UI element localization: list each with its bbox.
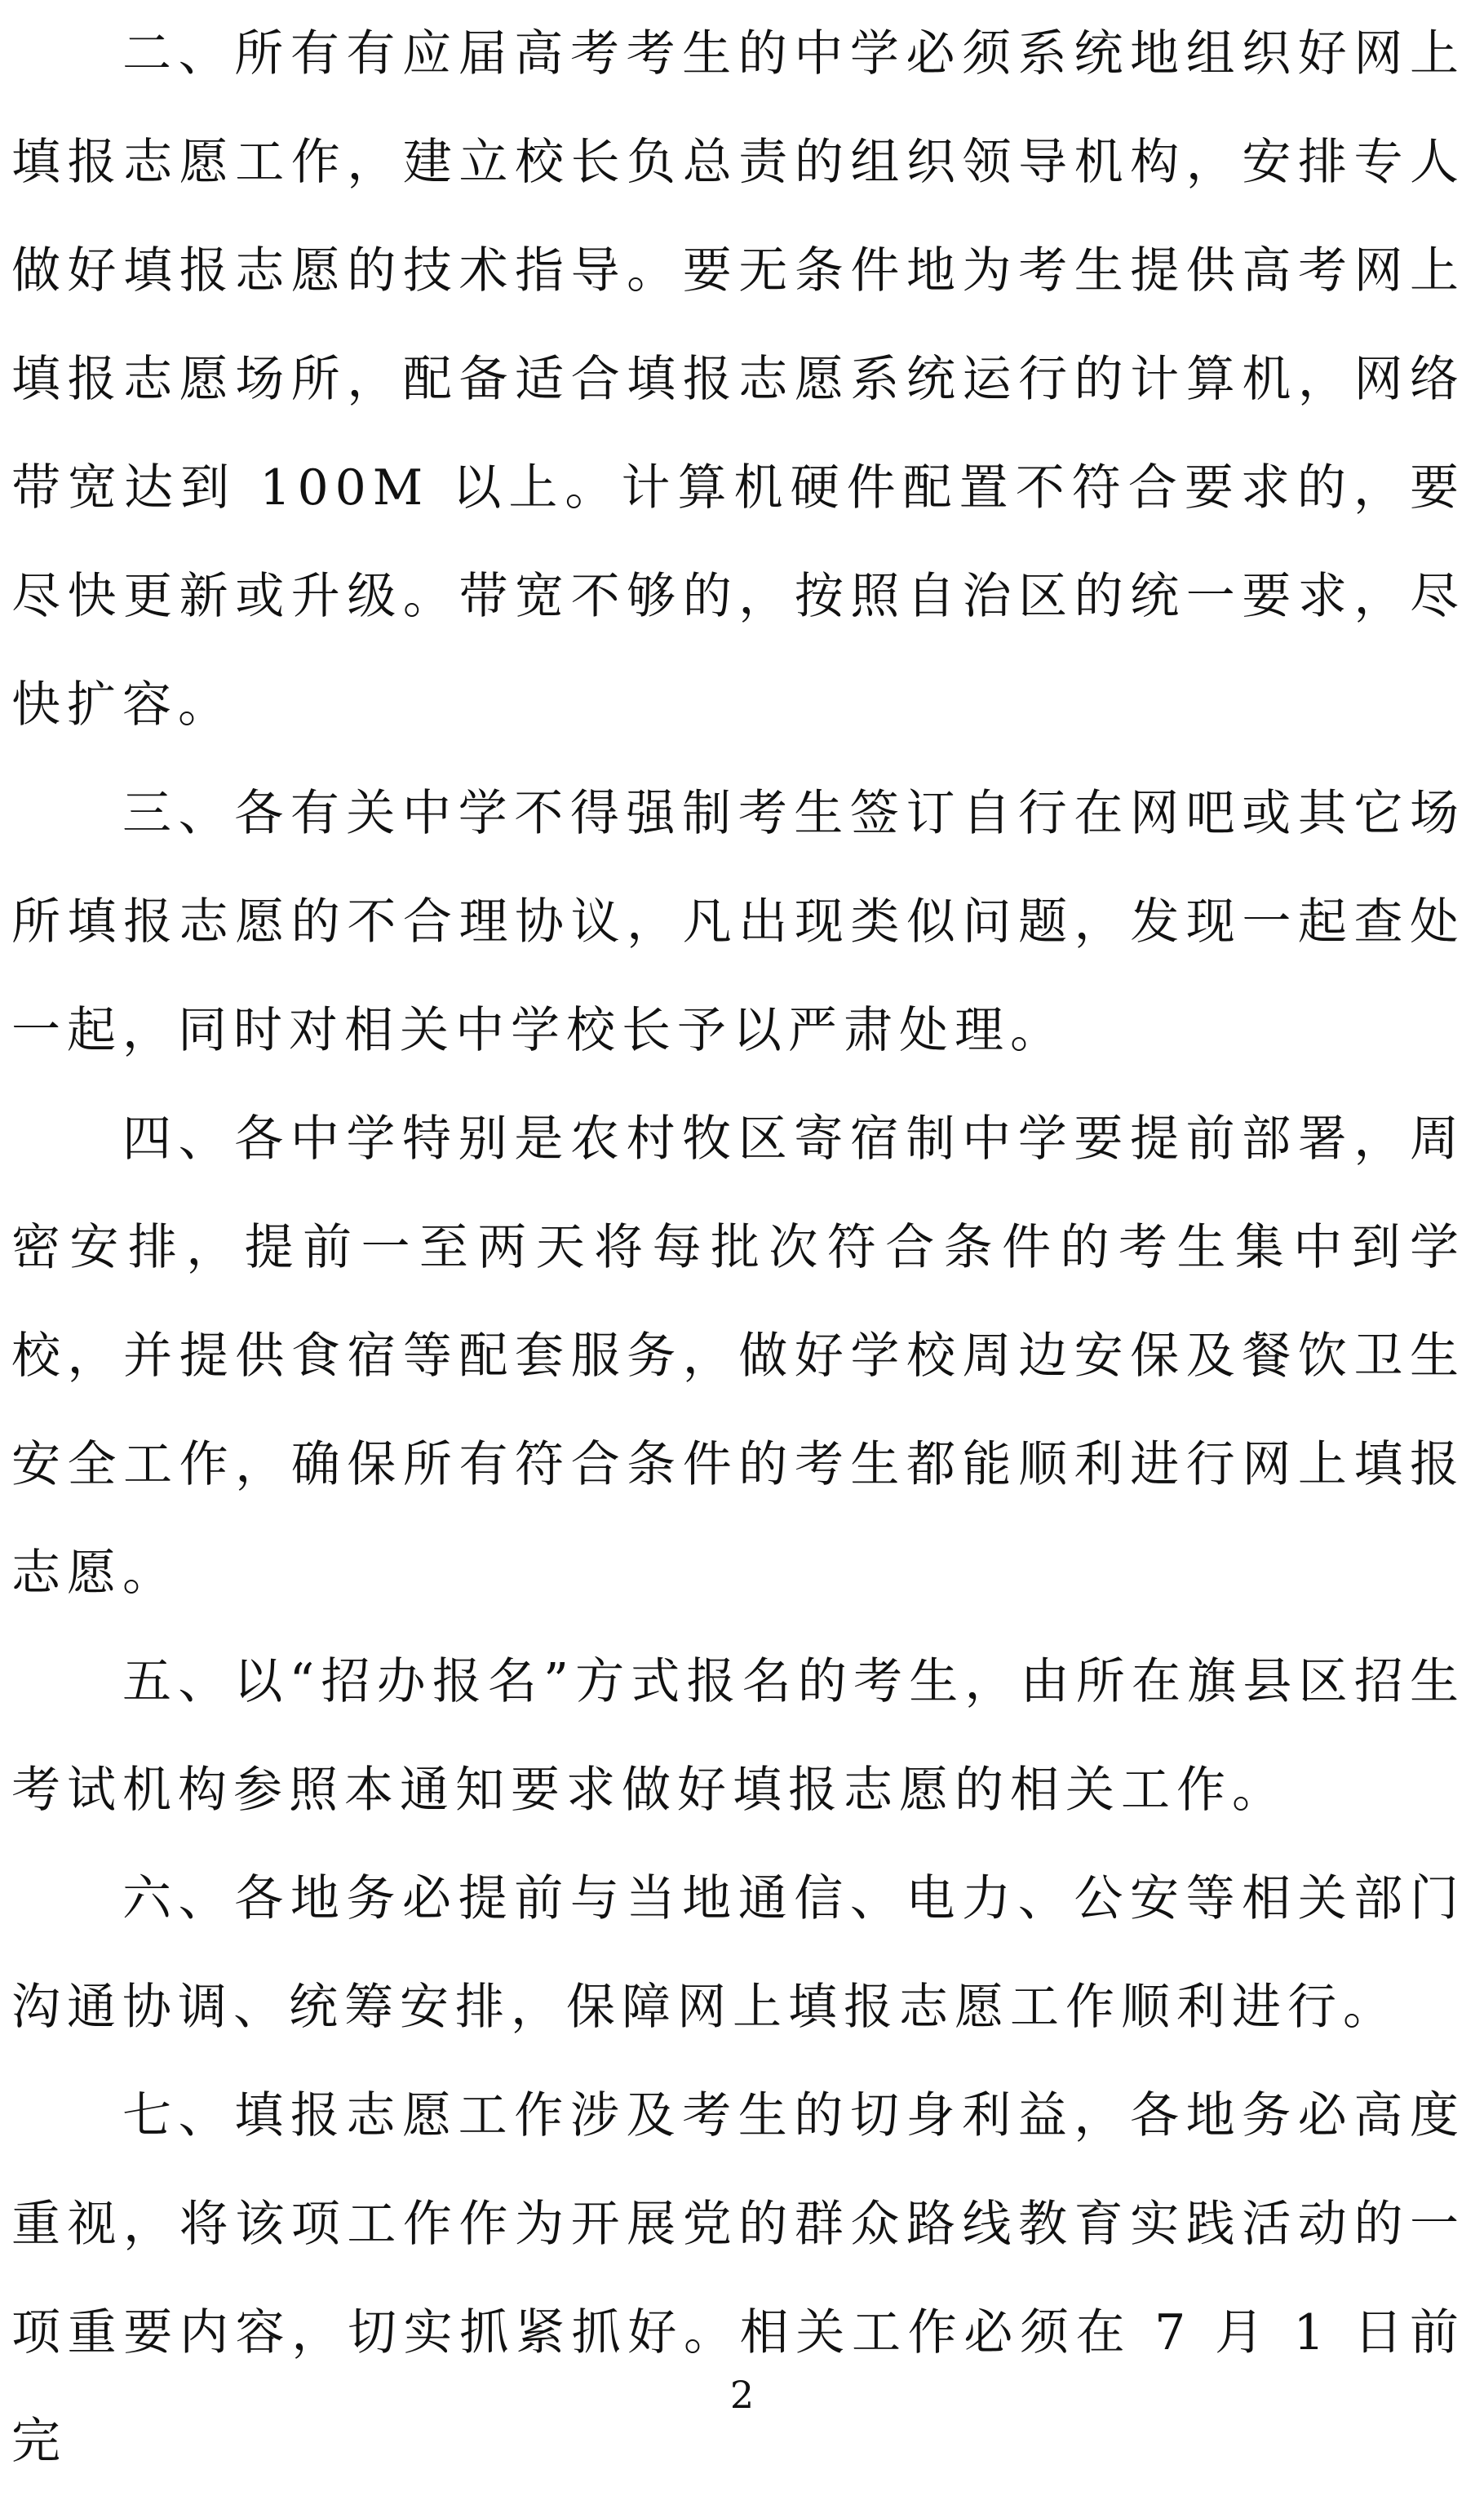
paragraph-7: 七、填报志愿工作涉及考生的切身利益，各地务必高度重视，将该项工作作为开展党的群众路线教育实践活动的一项重要内容，切实抓紧抓好。相关工作必须在 7 月 1 日前完 bbox=[11, 2087, 1465, 2470]
paragraph-2: 二、所有有应届高考考生的中学必须系统地组织好网上填报志愿工作，建立校长负总责的组织领导机构，安排专人做好填报志愿的技术指导。要无条件地为考生提供高考网上填报志愿场所，配备适合填报志愿系统运行的计算机，网络带宽达到 100M 以上。计算机硬件配置不符合要求的，要尽快更新或升级。带宽不够的，按照自治区的统一要求，尽快扩容。 bbox=[11, 25, 1465, 734]
paragraph-5: 五、以“招办报名”方式报名的考生，由所在旗县区招生考试机构参照本通知要求做好填报志愿的相关工作。 bbox=[11, 1653, 1465, 1819]
page-number: 2 bbox=[729, 2373, 755, 2417]
paragraph-6: 六、各地务必提前与当地通信、电力、公安等相关部门沟通协调、统筹安排，保障网上填报志愿工作顺利进行。 bbox=[11, 1870, 1465, 2036]
paragraph-4: 四、各中学特别是农村牧区寄宿制中学要提前部署，周密安排，提前一至两天将每批次符合条件的考生集中到学校，并提供食宿等配套服务，做好学校周边安保及餐饮卫生安全工作，确保所有符合条件的考生都能顺利进行网上填报志愿。 bbox=[11, 1111, 1465, 1602]
document-body bbox=[11, 0, 1465, 2496]
paragraph-3: 三、各有关中学不得强制考生签订自行在网吧或其它场所填报志愿的不合理协议，凡出现类似问题，发现一起查处一起，同时对相关中学校长予以严肃处理。 bbox=[11, 785, 1465, 1059]
